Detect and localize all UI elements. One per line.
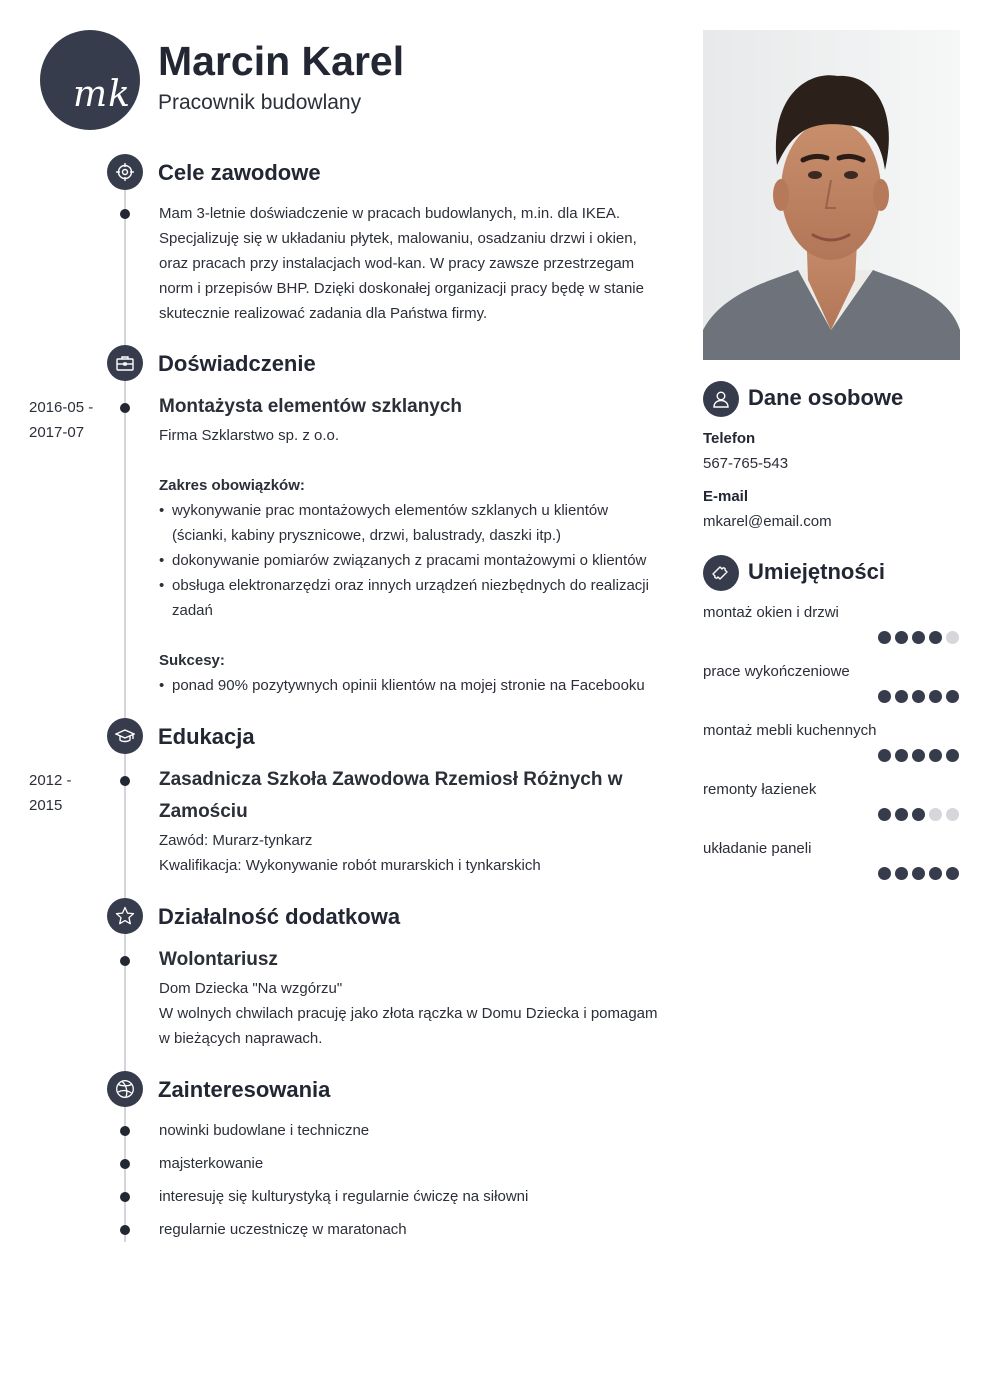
- section-title-objective: Cele zawodowe: [158, 160, 321, 185]
- rating-dot-empty: [946, 631, 959, 644]
- rating-dot-filled: [929, 867, 942, 880]
- phone-label: Telefon: [703, 430, 756, 447]
- rating-dot-filled: [929, 749, 942, 762]
- rating-dot-filled: [878, 808, 891, 821]
- section-title-personal: Dane osobowe: [748, 385, 904, 410]
- section-title-experience: Doświadczenie: [158, 351, 316, 376]
- activities-entry: [159, 944, 664, 1051]
- objective-line: Mam 3-letnie doświadczenie w pracach budowlanych, m.in. dla IKEA.: [159, 205, 621, 222]
- interest-item: nowinki budowlane i techniczne: [159, 1122, 370, 1139]
- skill-name: montaż mebli kuchennych: [703, 722, 877, 739]
- education-date-start: 2012 -: [29, 772, 72, 789]
- timeline-dot: [120, 956, 130, 966]
- duty-item: • obsługa elektronarzędzi oraz innych urządzeń niezbędnych do realizacji zadań: [159, 573, 664, 623]
- education-entry: [159, 764, 639, 878]
- skill-rating: [878, 690, 960, 704]
- rating-dot-filled: [946, 867, 959, 880]
- email-label: E-mail: [703, 488, 749, 505]
- rating-dot-filled: [878, 749, 891, 762]
- skill-name: układanie paneli: [703, 840, 812, 857]
- rating-dot-filled: [929, 690, 942, 703]
- rating-dot-filled: [895, 749, 908, 762]
- email-value[interactable]: mkarel@email.com: [703, 513, 832, 530]
- skill-name: remonty łazienek: [703, 781, 817, 798]
- duties-label: Zakres obowiązków:: [159, 477, 305, 494]
- experience-entry: [159, 391, 664, 698]
- graduation-cap-icon: [107, 718, 143, 754]
- education-profession: Zawód: Murarz-tynkarz: [159, 832, 313, 849]
- briefcase-icon: [107, 345, 143, 381]
- user-icon: [703, 381, 739, 417]
- rating-dot-filled: [878, 631, 891, 644]
- experience-date-end: 2017-07: [29, 424, 85, 441]
- profile-photo: [703, 30, 960, 360]
- experience-company: Firma Szklarstwo sp. z o.o.: [159, 427, 340, 444]
- objective-text: [159, 201, 669, 326]
- section-title-activities: Działalność dodatkowa: [158, 904, 401, 929]
- rating-dot-filled: [912, 631, 925, 644]
- objective-line: skutecznie realizować zadania dla Państwa firmy.: [159, 305, 488, 322]
- section-title-skills: Umiejętności: [748, 559, 885, 584]
- achievement-item: • ponad 90% pozytywnych opinii klientów na mojej stronie na Facebooku: [159, 673, 664, 698]
- timeline-dot: [120, 209, 130, 219]
- activity-organization: Dom Dziecka "Na wzgórzu": [159, 980, 343, 997]
- section-title-education: Edukacja: [158, 724, 255, 749]
- star-icon: [107, 898, 143, 934]
- target-icon: [107, 154, 143, 190]
- rating-dot-empty: [946, 808, 959, 821]
- skill-name: montaż okien i drzwi: [703, 604, 839, 621]
- rating-dot-filled: [878, 867, 891, 880]
- rating-dot-filled: [895, 690, 908, 703]
- rating-dot-empty: [929, 808, 942, 821]
- rating-dot-filled: [929, 631, 942, 644]
- timeline-dot: [120, 1192, 130, 1202]
- timeline-dot: [120, 1225, 130, 1235]
- timeline-dot: [120, 1159, 130, 1169]
- achievements-label: Sukcesy:: [159, 652, 225, 669]
- education-school: Zasadnicza Szkoła Zawodowa Rzemiosł Różnych w Zamościu: [159, 769, 623, 822]
- activity-role: Wolontariusz: [159, 949, 278, 970]
- monogram-avatar: [40, 30, 140, 130]
- education-date-end: 2015: [29, 797, 63, 814]
- achievements-list: [159, 673, 664, 698]
- education-dates: [29, 768, 72, 818]
- objective-line: norm i przepisów BHP. Dzięki doskonałej organizacji pracy będę w stanie: [159, 280, 644, 297]
- duties-list: [159, 498, 664, 623]
- skill-rating: [878, 631, 960, 645]
- rating-dot-filled: [895, 631, 908, 644]
- objective-line: oraz pracach przy instalacjach wod-kan. W pracy zawsze przestrzegam: [159, 255, 635, 272]
- education-qualification: Kwalifikacja: Wykonywanie robót murarskich i tynkarskich: [159, 857, 541, 874]
- experience-dates: [29, 395, 93, 445]
- rating-dot-filled: [912, 749, 925, 762]
- rating-dot-filled: [912, 690, 925, 703]
- timeline-dot: [120, 776, 130, 786]
- rating-dot-filled: [946, 690, 959, 703]
- rating-dot-filled: [912, 808, 925, 821]
- skill-rating: [878, 867, 960, 881]
- experience-date-start: 2016-05 -: [29, 399, 94, 416]
- candidate-name: Marcin Karel: [158, 38, 405, 84]
- rating-dot-filled: [878, 690, 891, 703]
- interest-item: regularnie uczestniczę w maratonach: [159, 1221, 407, 1238]
- timeline-dot: [120, 403, 130, 413]
- skill-rating: [878, 808, 960, 822]
- section-title-interests: Zainteresowania: [158, 1077, 331, 1102]
- puzzle-icon: [703, 555, 739, 591]
- rating-dot-filled: [912, 867, 925, 880]
- phone-value: 567-765-543: [703, 455, 789, 472]
- skill-rating: [878, 749, 960, 763]
- interest-item: majsterkowanie: [159, 1155, 264, 1172]
- rating-dot-filled: [895, 808, 908, 821]
- basketball-icon: [107, 1071, 143, 1107]
- activity-description: W wolnych chwilach pracuję jako złota rączka w Domu Dziecka i pomagam w bieżących naprawach.: [159, 1005, 658, 1047]
- interest-item: interesuję się kulturystyką i regularnie ćwiczę na siłowni: [159, 1188, 529, 1205]
- rating-dot-filled: [895, 867, 908, 880]
- duty-item: • dokonywanie pomiarów związanych z pracami montażowymi o klientów: [159, 548, 664, 573]
- objective-line: Specjalizuję się w układaniu płytek, malowaniu, osadzaniu drzwi i okien,: [159, 230, 637, 247]
- timeline-dot: [120, 1126, 130, 1136]
- monogram-initials: mk: [73, 74, 131, 115]
- duty-item: • wykonywanie prac montażowych elementów szklanych u klientów (ścianki, kabiny prysznicowe, drzwi, balustrady, daszki itp.): [159, 498, 664, 548]
- rating-dot-filled: [946, 749, 959, 762]
- candidate-job-title: Pracownik budowlany: [158, 91, 362, 114]
- experience-position: Montażysta elementów szklanych: [159, 396, 463, 417]
- skill-name: prace wykończeniowe: [703, 663, 850, 680]
